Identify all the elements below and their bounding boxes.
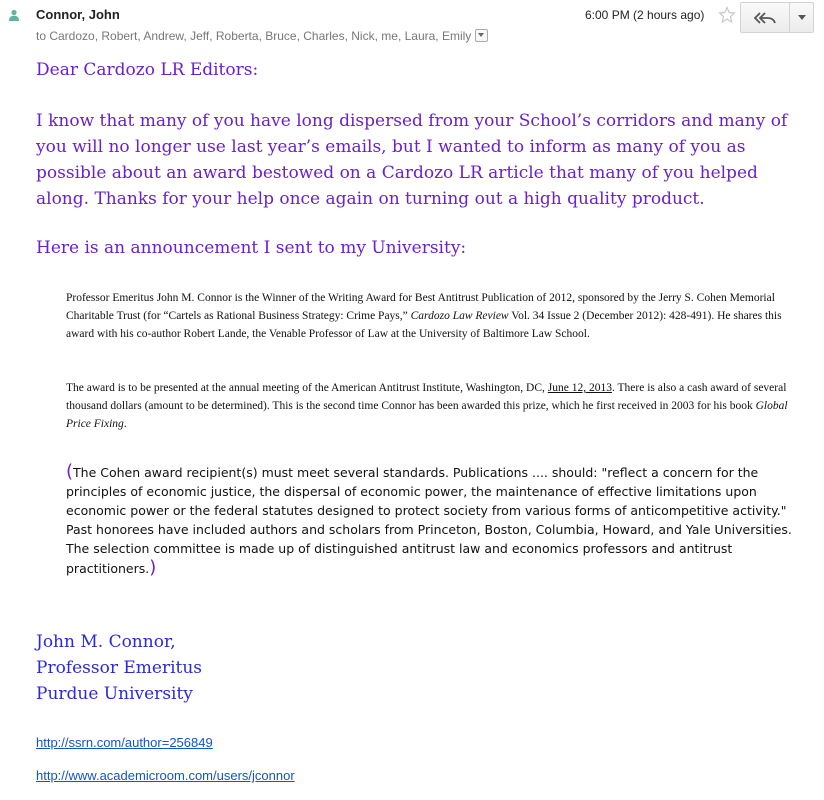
ssrn-link[interactable]: http://ssrn.com/author=256849	[36, 735, 213, 750]
cohen-text: The Cohen award recipient(s) must meet several standards. Publications .... should: "reflect a concern for the principles of economic justice, the dispersal of economic power, the maintenance of effective limitations upon economic power or the federal statutes designed to protect society from various forms of anticompetitive activity." Past honorees have included authors and scholars from Princeton, Boston, Columbia, Howard, and Yale Universities. The selection committee is made up of distinguished antitrust law and economics professors and antitrust practitioners.	[66, 465, 792, 576]
quote1-text: Professor Emeritus John M. Connor is the Winner of the Writing Award for Best Antitrust Publication of 2012, sponsored by the Jerry S. Cohen Memorial Charitable Trust (for “Cartels as Rational Business Strategy: Crime Pays,”	[66, 292, 775, 322]
recipients-line	[36, 29, 488, 43]
star-icon[interactable]	[718, 6, 736, 24]
signature-title: Professor Emeritus	[36, 658, 203, 678]
signature-org: Purdue University	[36, 684, 193, 704]
salutation: Dear Cardozo LR Editors:	[36, 60, 259, 80]
chevron-down-icon	[798, 15, 806, 20]
cohen-award-note	[66, 462, 806, 578]
book-title: Global Price Fixing	[66, 400, 788, 430]
message-time: 6:00 PM (2 hours ago)	[585, 8, 705, 22]
recipients-text: to Cardozo, Robert, Andrew, Jeff, Roberta, Bruce, Charles, Nick, me, Laura, Emily	[36, 29, 472, 43]
reply-all-icon	[754, 12, 776, 24]
announcement-intro: Here is an announcement I sent to my University:	[36, 238, 467, 258]
person-icon	[8, 9, 20, 21]
close-paren: )	[149, 557, 157, 578]
caret-down-icon[interactable]	[475, 29, 488, 42]
quote2-middle: . There is also a cash award of several thousand dollars (amount to be determined). This is the second time Connor has been awarded this prize, which he first received in 2003 for his book	[66, 382, 787, 412]
quote1-rest: Vol. 34 Issue 2 (December 2012): 428-491). He shares this award with his co-author Robert Lande, the Venable Professor of Law at the University of Baltimore Law School.	[66, 310, 782, 340]
quote2-end: .	[123, 418, 127, 430]
reply-all-button[interactable]	[741, 3, 790, 32]
award-date[interactable]: June 12, 2013	[547, 382, 612, 394]
signature-name: John M. Connor,	[36, 632, 176, 652]
more-options-button[interactable]	[790, 3, 813, 32]
announcement-quote-1	[66, 289, 796, 343]
journal-title: Cardozo Law Review	[410, 310, 509, 322]
open-paren: (	[66, 461, 74, 482]
announcement-quote-2	[66, 379, 796, 433]
message-paragraph: I know that many of you have long dispersed from your School’s corridors and many of you will no longer use last year’s emails, but I wanted to inform as many of you as possible about an award bestowed on a Cardozo LR article that many of you helped along. Thanks for your help once again on turning out a high quality product.	[36, 111, 788, 209]
message-header	[0, 0, 824, 48]
academicroom-link[interactable]: http://www.academicroom.com/users/jconnor	[36, 768, 295, 783]
sender-name[interactable]: Connor, John	[36, 7, 120, 22]
quote2-text: The award is to be presented at the annual meeting of the American Antitrust Institute, Washington, DC,	[66, 382, 548, 394]
reply-button-group	[740, 2, 814, 33]
